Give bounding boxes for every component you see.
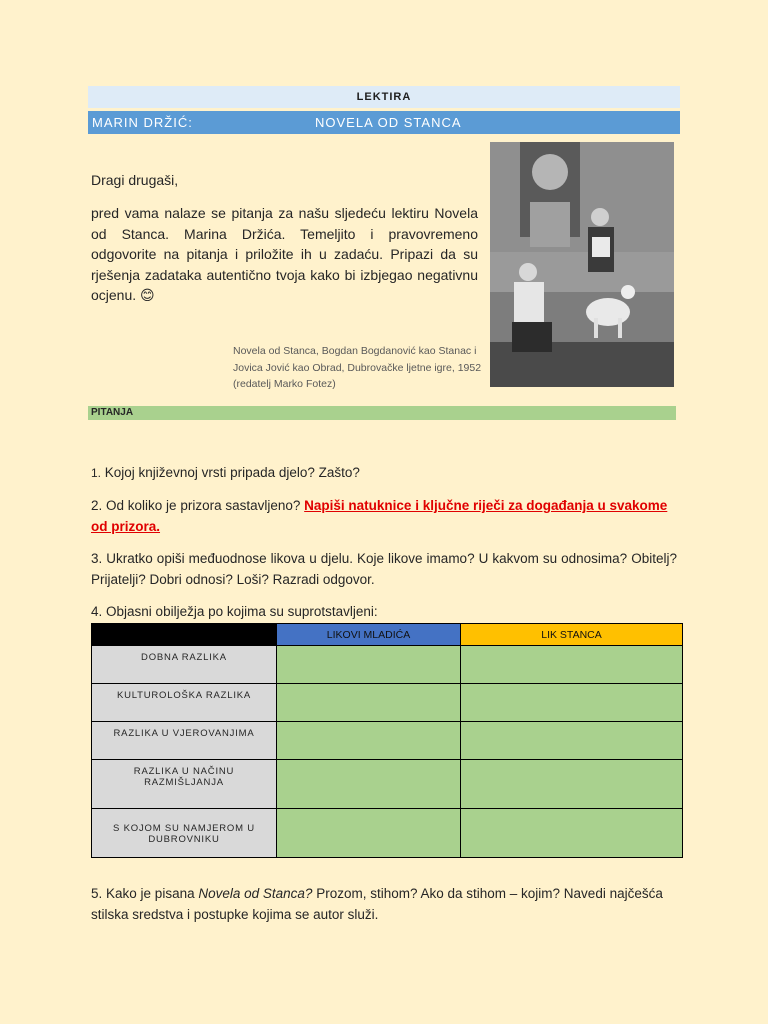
- question-number: 3.: [91, 551, 103, 566]
- answer-cell[interactable]: [277, 760, 461, 809]
- question-text: Objasni obilježja po kojima su suprotstavljeni:: [106, 604, 378, 619]
- answer-cell[interactable]: [461, 684, 683, 722]
- question-italic-title: Novela od Stanca?: [198, 886, 313, 901]
- table-header-likovi-mladica: LIKOVI MLADIĆA: [277, 624, 461, 646]
- row-label: RAZLIKA U NAČINU RAZMIŠLJANJA: [92, 760, 277, 809]
- author-name: MARIN DRŽIĆ:: [92, 115, 193, 130]
- question-number: 4.: [91, 604, 103, 619]
- section-heading-pitanja: PITANJA: [88, 406, 676, 420]
- table-corner: [92, 624, 277, 646]
- question-5: [91, 884, 677, 925]
- question-number: 1.: [91, 466, 102, 480]
- work-title: NOVELA OD STANCA: [315, 115, 462, 130]
- answer-cell[interactable]: [461, 760, 683, 809]
- answer-cell[interactable]: [277, 646, 461, 684]
- question-number: 5.: [91, 886, 103, 901]
- question-text: Kako je pisana: [106, 886, 195, 901]
- question-4: [91, 602, 677, 623]
- answer-cell[interactable]: [461, 646, 683, 684]
- question-1: [91, 463, 677, 484]
- row-label: RAZLIKA U VJEROVANJIMA: [92, 722, 277, 760]
- table-header-lik-stanca: LIK STANCA: [461, 624, 683, 646]
- row-label: DOBNA RAZLIKA: [92, 646, 277, 684]
- question-text: Od koliko je prizora sastavljeno?: [106, 498, 301, 513]
- intro-paragraph: pred vama nalaze se pitanja za našu sljedeću lektiru Novela od Stanca. Marina Držića. Temeljito i pravovremeno odgovorite na pitanja i priložite ih u zadaću. Pripazi da su rješenja zadataka autentično tvoja kako bi izbjegao negativnu ocjenu. 😊: [91, 205, 478, 303]
- title-bar: [88, 111, 680, 134]
- question-text: Kojoj književnoj vrsti pripada djelo? Zašto?: [104, 465, 360, 480]
- question-highlight: Napiši natuknice i ključne riječi za događanja u svakome od prizora.: [91, 498, 668, 534]
- row-label: S KOJOM SU NAMJEROM U DUBROVNIKU: [92, 809, 277, 858]
- comparison-table: [91, 623, 683, 858]
- question-text: Ukratko opiši međuodnose likova u djelu. Koje likove imamo? U kakvom su odnosima? Obitelj? Prijatelji? Dobri odnosi? Loši? Razradi odgovor.: [91, 551, 677, 587]
- answer-cell[interactable]: [461, 722, 683, 760]
- answer-cell[interactable]: [277, 809, 461, 858]
- question-number: 2.: [91, 498, 103, 513]
- answer-cell[interactable]: [461, 809, 683, 858]
- theatre-photo: [490, 142, 674, 387]
- row-label: KULTUROLOŠKA RAZLIKA: [92, 684, 277, 722]
- photo-illustration: [490, 142, 674, 387]
- answer-cell[interactable]: [277, 722, 461, 760]
- answer-cell[interactable]: [277, 684, 461, 722]
- question-text: Prozom, stihom? Ako da stihom – kojim? Navedi najčešća stilska sredstva i postupke kojima se autor služi.: [91, 886, 663, 922]
- question-2: [91, 496, 677, 537]
- question-3: [91, 549, 677, 590]
- photo-caption: Novela od Stanca, Bogdan Bogdanović kao Stanac i Jovica Jović kao Obrad, Dubrovačke ljetne igre, 1952 (redatelj Marko Fotez): [233, 345, 482, 390]
- greeting: Dragi drugaši,: [91, 172, 179, 188]
- lektira-header: LEKTIRA: [88, 86, 680, 108]
